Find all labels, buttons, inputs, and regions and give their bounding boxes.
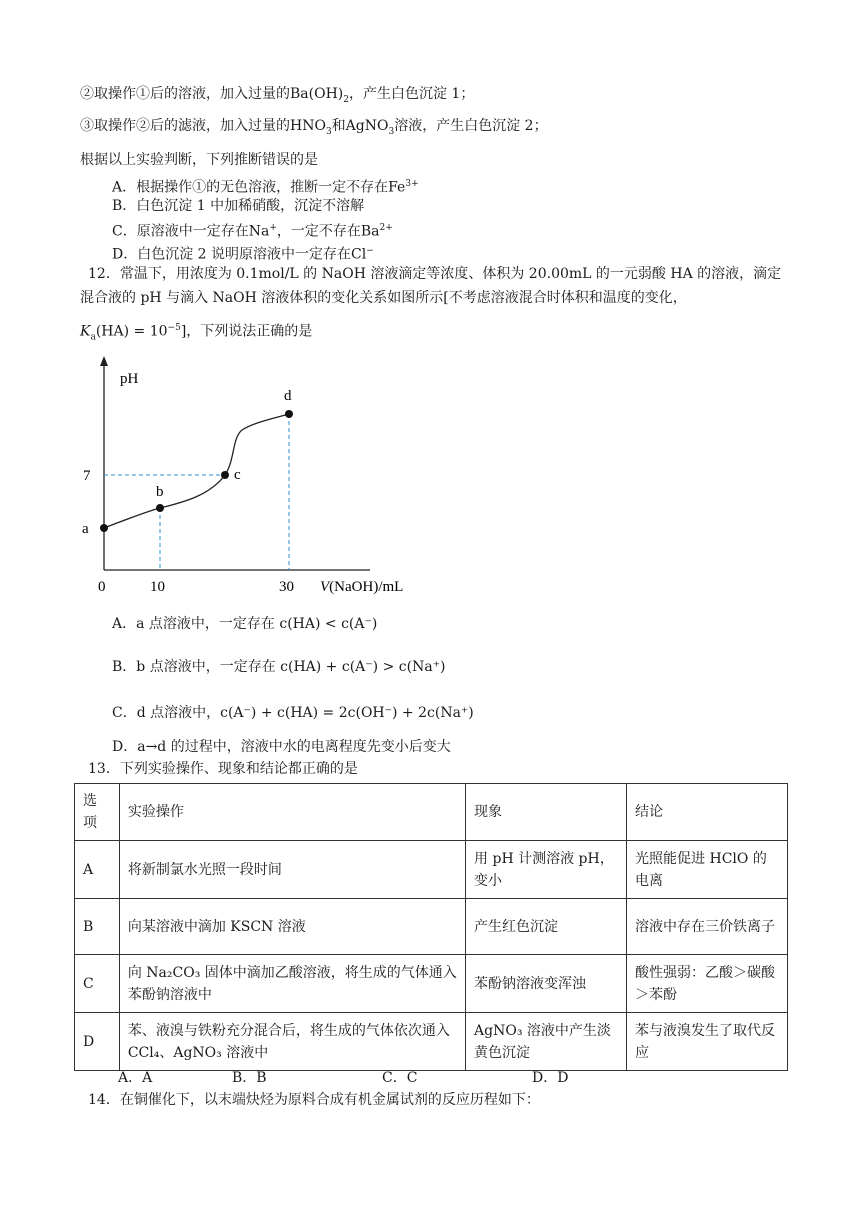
point-b-label: b [156, 484, 164, 500]
experiment-table [74, 783, 788, 1071]
q12-option-a: A．a 点溶液中，一定存在 c(HA) < c(A⁻) [112, 616, 378, 632]
x-tick-30: 30 [279, 579, 294, 595]
header-phenomenon: 现象 [466, 784, 627, 841]
table-header-row [75, 784, 788, 841]
row-d-operation: 苯、液溴与铁粉充分混合后，将生成的气体依次通入 CCl₄、AgNO₃ 溶液中 [119, 1013, 465, 1071]
q14-title: 14．在铜催化下，以末端炔烃为原料合成有机金属试剂的反应历程如下： [88, 1092, 540, 1108]
row-a-conclusion: 光照能促进 HClO 的电离 [627, 841, 788, 899]
table-row [75, 955, 788, 1013]
row-d-phenomenon: AgNO₃ 溶液中产生淡黄色沉淀 [466, 1013, 627, 1071]
q11-prompt: 根据以上实验判断，下列推断错误的是 [80, 152, 318, 168]
q13-answer-c: C．C [382, 1070, 418, 1086]
q11-option-b: B．白色沉淀 1 中加稀硝酸，沉淀不溶解 [112, 198, 365, 214]
q13-answer-b: B．B [232, 1070, 267, 1086]
q11-option-d: D．白色沉淀 2 说明原溶液中一定存在Cl− [112, 246, 374, 263]
row-a-phenomenon: 用 pH 计测溶液 pH，变小 [466, 841, 627, 899]
q12-stem-line1: 12．常温下，用浓度为 0.1mol/L 的 NaOH 溶液滴定等浓度、体积为 20.00mL 的一元弱酸 HA 的溶液，滴定 [88, 266, 782, 282]
point-a [100, 524, 108, 532]
point-b [156, 504, 164, 512]
x-axis-label: V(NaOH)/mL [320, 579, 404, 595]
row-b-phenomenon: 产生红色沉淀 [466, 899, 627, 955]
row-d-conclusion: 苯与液溴发生了取代反应 [627, 1013, 788, 1071]
point-c-label: c [234, 467, 241, 483]
q11-step3: ③取操作②后的滤液，加入过量的$HNO_3$和AgNO$_3$溶液，产生白色沉淀 2； [80, 118, 548, 137]
point-d-label: d [284, 388, 292, 404]
row-b-operation: 向某溶液中滴加 KSCN 溶液 [119, 899, 465, 955]
table-row [75, 899, 788, 955]
point-d [285, 410, 293, 418]
row-c-phenomenon: 苯酚钠溶液变浑浊 [466, 955, 627, 1013]
table-row [75, 1013, 788, 1071]
q11-option-c: C．原溶液中一定存在Na+，一定不存在$Ba^{2+}$ [112, 223, 393, 240]
row-c-operation: 向 Na₂CO₃ 固体中滴加乙酸溶液，将生成的气体通入苯酚钠溶液中 [119, 955, 465, 1013]
q13-answer-a: A．A [118, 1070, 153, 1086]
row-d-option: D [75, 1013, 120, 1071]
q12-stem-line2: 混合液的 pH 与滴入 NaOH 溶液体积的变化关系如图所示[不考虑溶液混合时体积和温度的变化， [80, 290, 687, 306]
titration-chart [70, 350, 430, 600]
q11-step2: ②取操作①后的溶液，加入过量的$Ba(OH)_2$，产生白色沉淀 1； [80, 86, 475, 105]
q12-option-d: D．a→d 的过程中，溶液中水的电离程度先变小后变大 [112, 739, 451, 755]
row-a-operation: 将新制氯水光照一段时间 [119, 841, 465, 899]
q12-option-b: B．b 点溶液中，一定存在 c(HA) + c(A⁻) > c(Na⁺) [112, 659, 446, 675]
point-a-label: a [82, 521, 89, 537]
y-tick-7: 7 [83, 468, 91, 484]
titration-curve [104, 414, 289, 528]
header-operation: 实验操作 [119, 784, 465, 841]
y-axis-label: pH [120, 371, 139, 387]
q11-option-a: A．根据操作①的无色溶液，推断一定不存在$Fe^{3+}$ [112, 179, 419, 196]
row-c-option: C [75, 955, 120, 1013]
q12-stem-line3: $K_a(HA) = 10^{-5}$]，下列说法正确的是 [80, 323, 313, 343]
q12-option-c: C．d 点溶液中，c(A⁻) + c(HA) = 2c(OH⁻) + 2c(Na⁺) [112, 705, 474, 721]
x-tick-0: 0 [98, 579, 106, 595]
q13-title: 13．下列实验操作、现象和结论都正确的是 [88, 761, 358, 777]
row-b-option: B [75, 899, 120, 955]
header-option: 选项 [75, 784, 120, 841]
y-axis-arrow [100, 356, 108, 366]
row-b-conclusion: 溶液中存在三价铁离子 [627, 899, 788, 955]
row-c-conclusion: 酸性强弱：乙酸＞碳酸＞苯酚 [627, 955, 788, 1013]
table-row [75, 841, 788, 899]
row-a-option: A [75, 841, 120, 899]
x-tick-10: 10 [150, 579, 165, 595]
header-conclusion: 结论 [627, 784, 788, 841]
point-c [221, 471, 229, 479]
q13-answer-d: D．D [532, 1070, 569, 1086]
